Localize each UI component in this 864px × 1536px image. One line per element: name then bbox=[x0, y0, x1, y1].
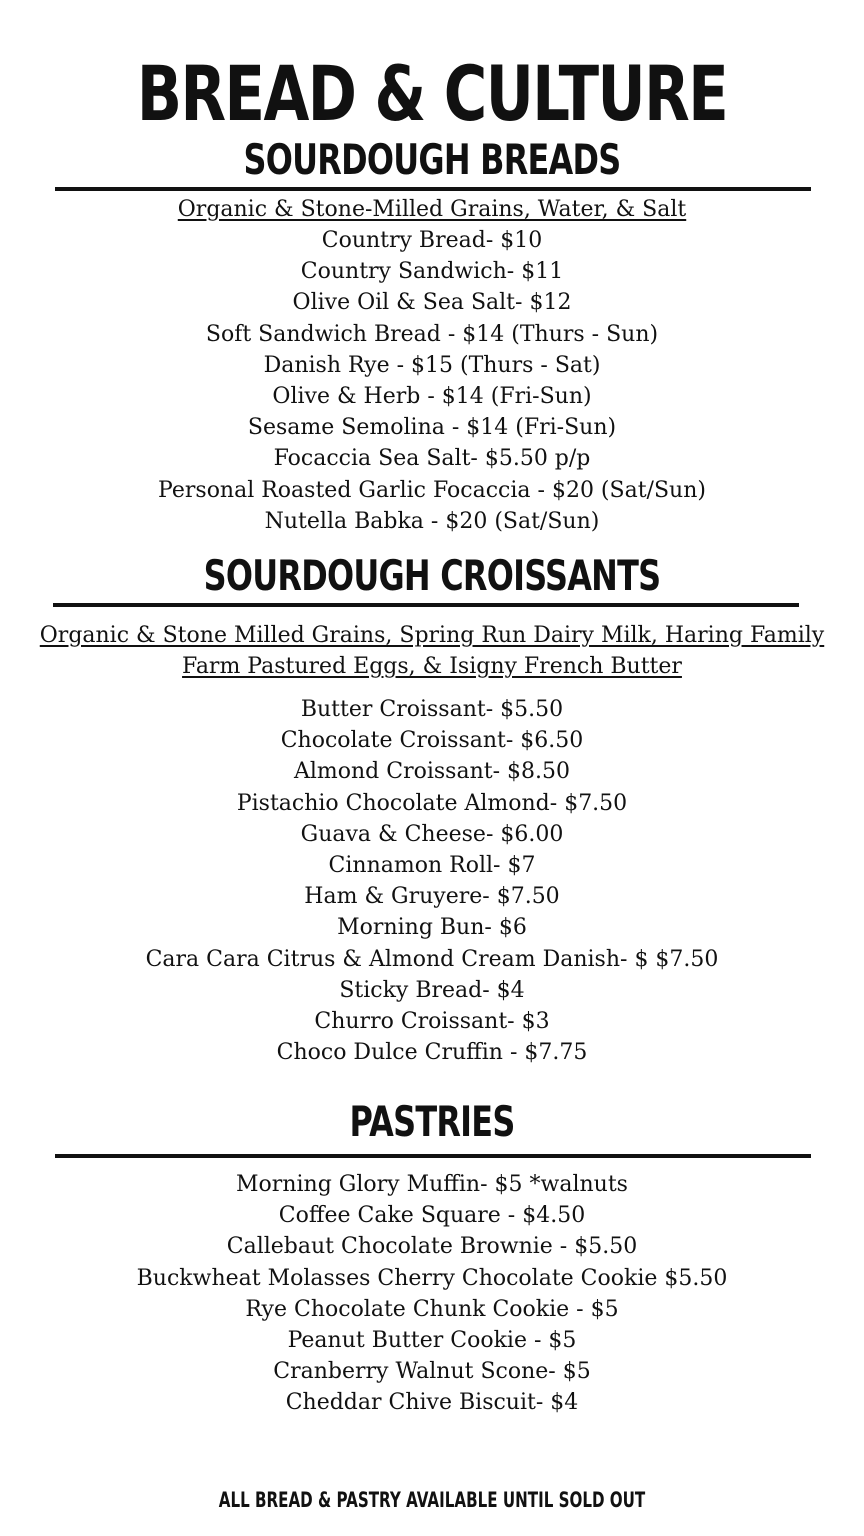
menu-item: Morning Bun- $6 bbox=[337, 915, 527, 941]
section-divider bbox=[55, 187, 811, 191]
menu-item: Soft Sandwich Bread - $14 (Thurs - Sun) bbox=[205, 321, 659, 347]
menu-item: Almond Croissant- $8.50 bbox=[293, 759, 571, 785]
croissants-list bbox=[0, 694, 864, 1068]
menu-item: Callebaut Chocolate Brownie - $5.50 bbox=[226, 1234, 638, 1260]
menu-item: Sticky Bread- $4 bbox=[339, 977, 525, 1003]
menu-item: Cranberry Walnut Scone- $5 bbox=[273, 1359, 591, 1385]
brand-title: BREAD & CULTURE bbox=[136, 49, 728, 138]
croissants-ingredients bbox=[0, 620, 864, 682]
menu-item: Country Bread- $10 bbox=[321, 228, 543, 253]
section-divider bbox=[53, 603, 799, 607]
breads-ingredients: Organic & Stone-Milled Grains, Water, & Salt bbox=[177, 197, 687, 222]
menu-item: Cara Cara Citrus & Almond Cream Danish- $ $7.50 bbox=[145, 946, 719, 972]
section-title-sourdough-croissants: SOURDOUGH CROISSANTS bbox=[203, 551, 661, 600]
menu-item: Coffee Cake Square - $4.50 bbox=[278, 1203, 586, 1229]
menu-item: Churro Croissant- $3 bbox=[314, 1008, 550, 1034]
menu-item: Danish Rye - $15 (Thurs - Sat) bbox=[263, 352, 601, 378]
menu-item: Personal Roasted Garlic Focaccia - $20 (Sat/Sun) bbox=[158, 477, 706, 503]
menu-item: Rye Chocolate Chunk Cookie - $5 bbox=[245, 1296, 619, 1322]
menu-item: Cinnamon Roll- $7 bbox=[328, 852, 536, 878]
menu-item: Olive & Herb - $14 (Fri-Sun) bbox=[272, 383, 592, 409]
menu-item: Morning Glory Muffin- $5 *walnuts bbox=[236, 1172, 628, 1197]
menu-item: Guava & Cheese- $6.00 bbox=[300, 821, 564, 847]
menu-item: Chocolate Croissant- $6.50 bbox=[280, 728, 584, 754]
menu-item: Sesame Semolina - $14 (Fri-Sun) bbox=[247, 415, 617, 441]
menu-item: Choco Dulce Cruffin - $7.75 bbox=[276, 1040, 588, 1066]
pastries-list bbox=[0, 1169, 864, 1419]
breads-list bbox=[0, 225, 864, 537]
menu-item: Focaccia Sea Salt- $5.50 p/p bbox=[273, 446, 591, 472]
menu-item: Nutella Babka - $20 (Sat/Sun) bbox=[264, 508, 600, 534]
croissants-ingredients-line-1: Organic & Stone Milled Grains, Spring Run Dairy Milk, Haring Family bbox=[39, 623, 825, 648]
menu-item: Peanut Butter Cookie - $5 bbox=[287, 1327, 577, 1353]
menu-item: Buckwheat Molasses Cherry Chocolate Cookie $5.50 bbox=[136, 1265, 728, 1291]
menu-item: Cheddar Chive Biscuit- $4 bbox=[285, 1390, 579, 1416]
section-title-pastries: PASTRIES bbox=[349, 1097, 515, 1146]
section-title-sourdough-breads: SOURDOUGH BREADS bbox=[243, 135, 621, 184]
availability-note: ALL BREAD & PASTRY AVAILABLE UNTIL SOLD OUT bbox=[218, 1488, 646, 1512]
menu-item: Pistachio Chocolate Almond- $7.50 bbox=[236, 790, 628, 816]
section-divider bbox=[55, 1154, 811, 1158]
menu-item: Country Sandwich- $11 bbox=[300, 259, 564, 285]
croissants-ingredients-line-2: Farm Pastured Eggs, & Isigny French Butter bbox=[182, 654, 682, 679]
menu-item: Ham & Gruyere- $7.50 bbox=[304, 884, 560, 910]
menu-item: Olive Oil & Sea Salt- $12 bbox=[292, 290, 572, 316]
menu-item: Butter Croissant- $5.50 bbox=[300, 697, 564, 722]
